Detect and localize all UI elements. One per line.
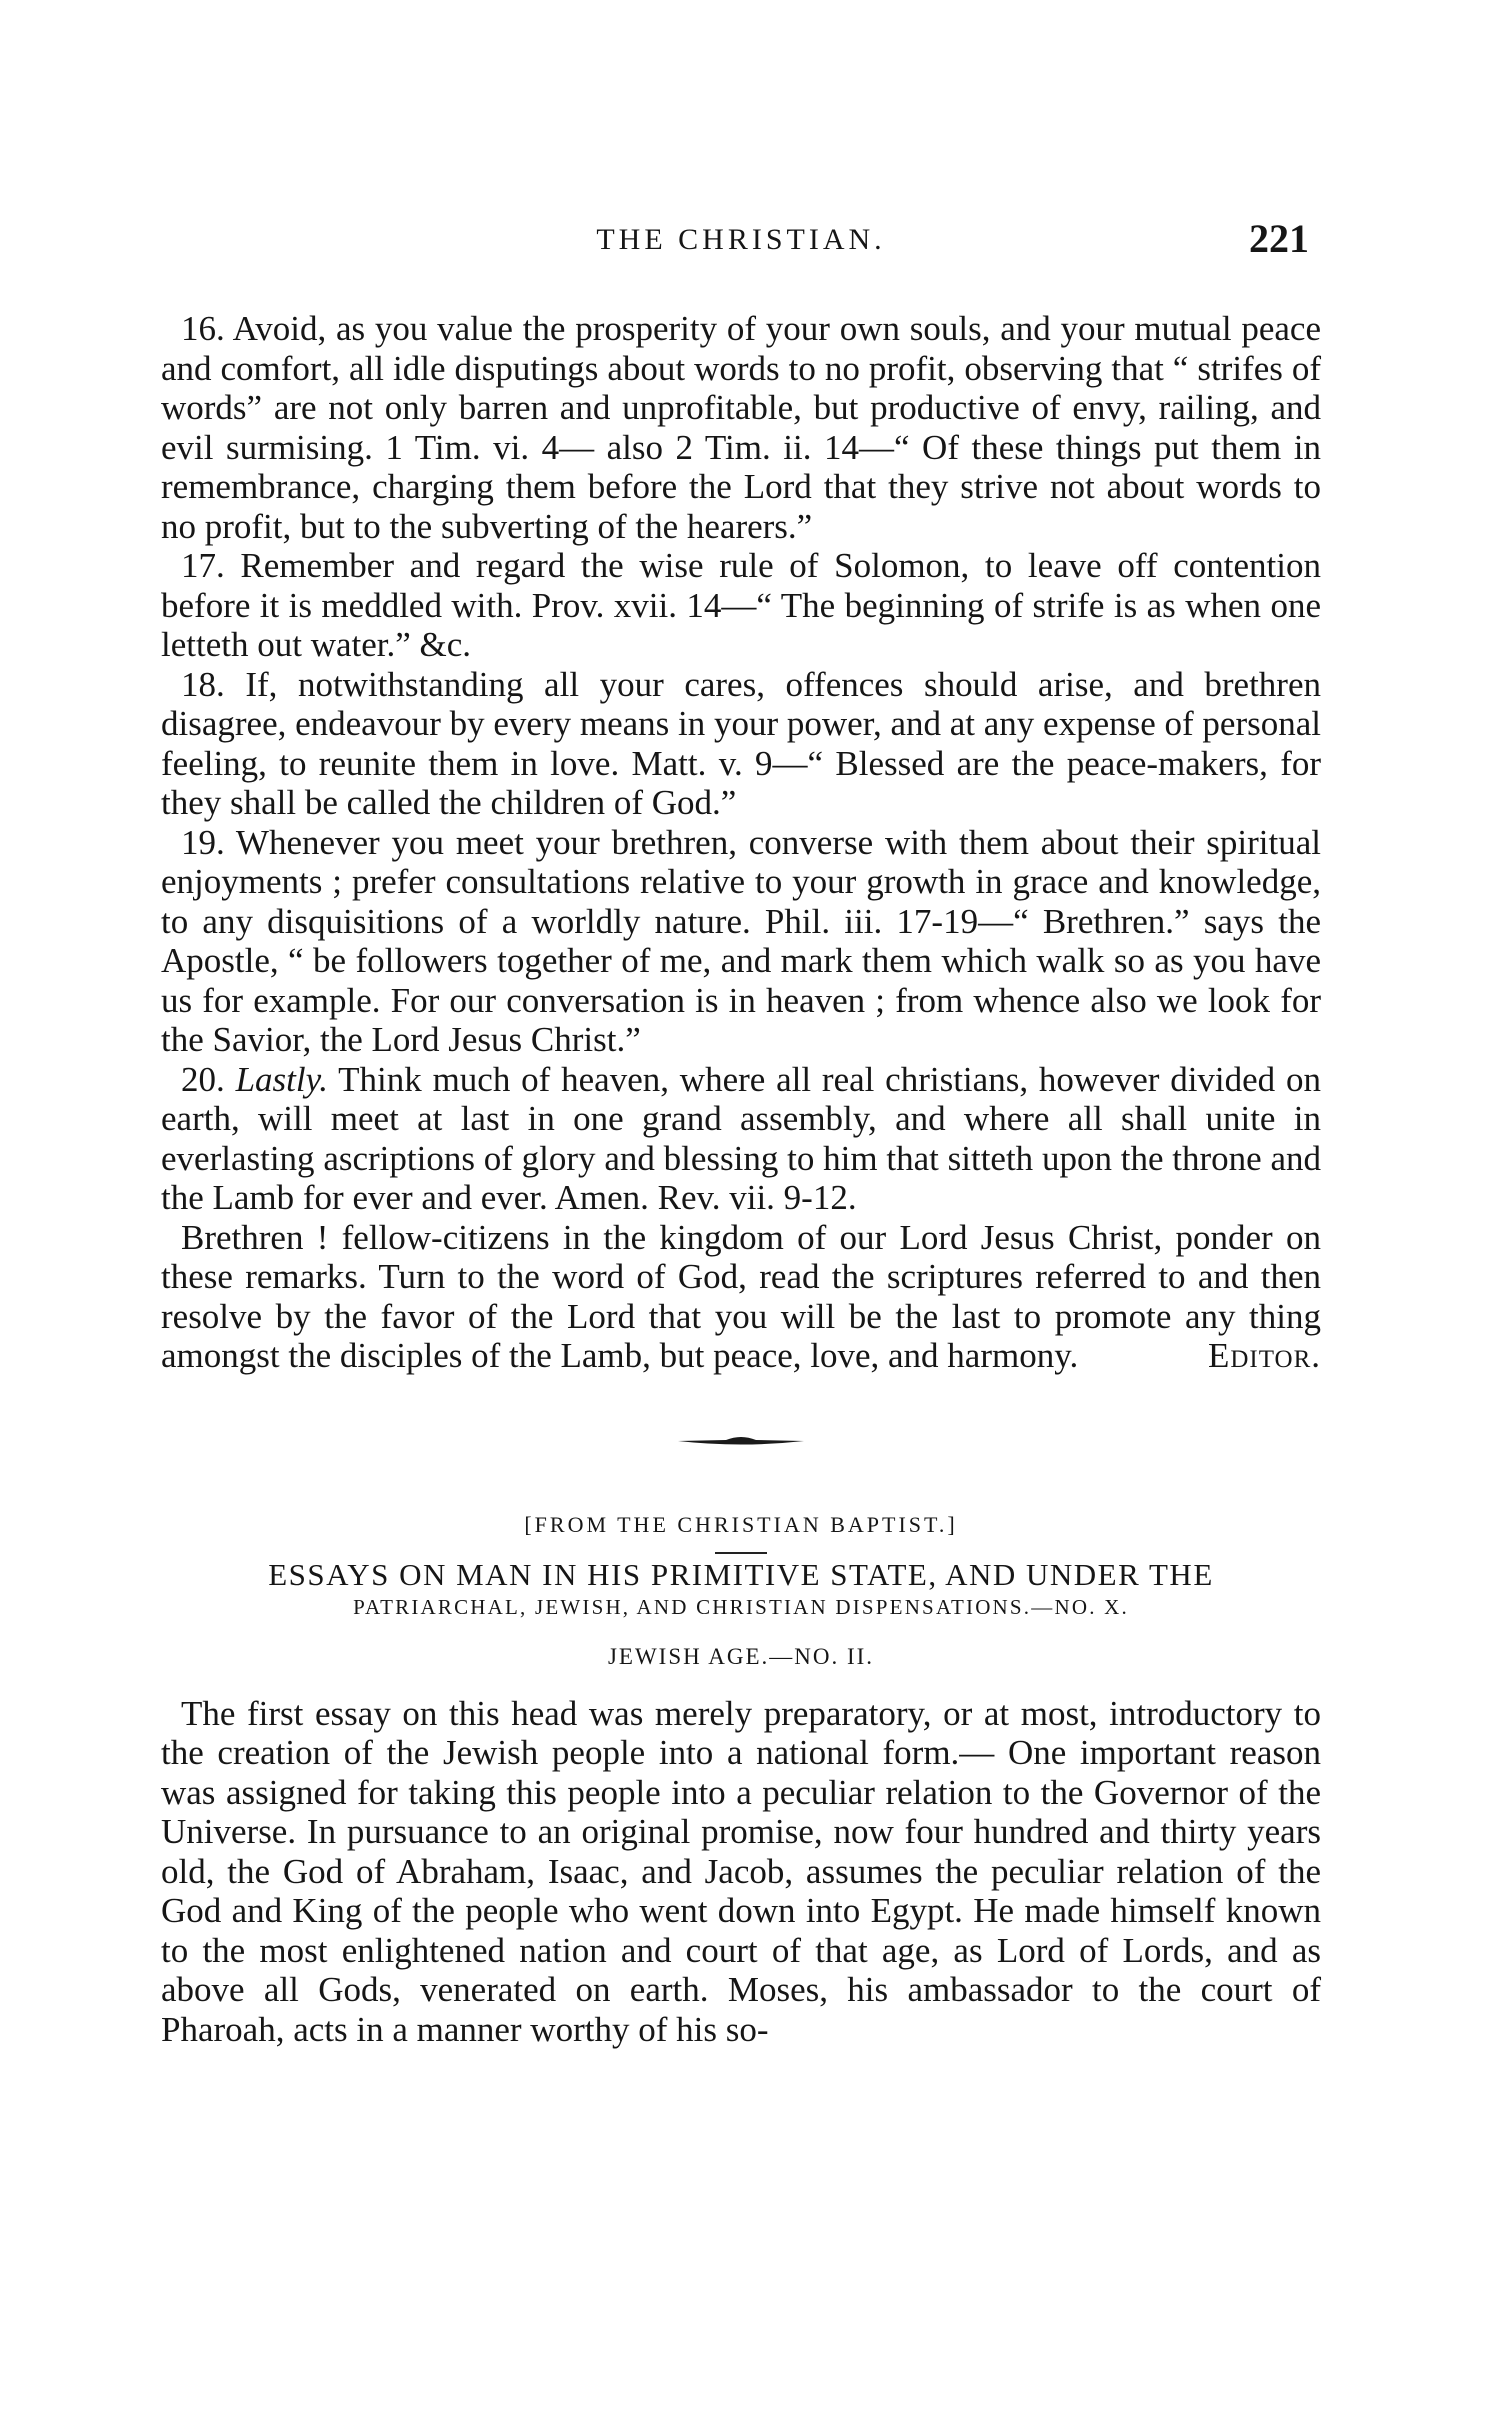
closing-text: Brethren ! fellow-citizens in the kingdom of our Lord Jesus Christ, ponder on these remarks. Turn to the word of God, read the scriptures referred to and then resolve by the favor of the Lord that you will be the last to promote any thing amongst the disciples of the Lamb, but peace, love, and harmony. (161, 1217, 1321, 1375)
paragraph-20-number: 20. (181, 1059, 225, 1099)
editor-signature: Editor. (1207, 1336, 1321, 1375)
paragraph-20 (161, 1060, 1321, 1218)
essay-body: The first essay on this head was merely preparatory, or at most, introductory to the creation of the Jewish people into a national form.— One important reason was assigned for taking this people into a peculiar relation to the Governor of the Universe. In pursuance to an original promise, now four hundred and thirty years old, the God of Abraham, Isaac, and Jacob, assumes the peculiar relation of the God and King of the people who went down into Egypt. He made himself known to the most enlightened nation and court of that age, as Lord of Lords, and as above all Gods, venerated on earth. Moses, his ambassador to the court of Pharoah, acts in a manner worthy of his so- (161, 1693, 1321, 2049)
essay-subtitle: PATRIARCHAL, JEWISH, AND CHRISTIAN DISPENSATIONS.—NO. X. (353, 1594, 1129, 1619)
running-head (161, 215, 1321, 265)
document-page (161, 215, 1321, 2049)
source-rule (715, 1552, 767, 1554)
closing-paragraph (161, 1218, 1321, 1376)
paragraph-16: 16. Avoid, as you value the prosperity of your own souls, and your mutual peace and comfort, all idle disputings about words to no profit, observing that “ strifes of words” are not only barren and unprofitable, but productive of envy, railing, and evil surmising. 1 Tim. vi. 4— also 2 Tim. ii. 14—“ Of these things put them in remembrance, charging them before the Lord that they strive not about words to no profit, but to the subverting of the hearers.” (161, 309, 1321, 546)
page-number: 221 (1249, 216, 1309, 261)
essay-source: [FROM THE CHRISTIAN BAPTIST.] (524, 1511, 958, 1537)
section-divider-ornament (676, 1432, 806, 1450)
essay-title: ESSAYS ON MAN IN HIS PRIMITIVE STATE, AND UNDER THE (268, 1556, 1214, 1592)
divider-rule-icon (676, 1432, 806, 1450)
paragraph-19: 19. Whenever you meet your brethren, converse with them about their spiritual enjoyments ; prefer consultations relative to your growth in grace and knowledge, to any disquisitions of a worldly nature. Phil. iii. 17-19—“ Brethren.” says the Apostle, “ be followers together of me, and mark them which walk so as you have us for example. For our conversation is in heaven ; from whence also we look for the Savior, the Lord Jesus Christ.” (161, 822, 1321, 1059)
paragraph-17: 17. Remember and regard the wise rule of Solomon, to leave off contention before it is meddled with. Prov. xvii. 14—“ The beginning of strife is as when one letteth out water.” &c. (161, 546, 1321, 664)
paragraph-20-lead: Lastly. (235, 1059, 328, 1099)
paragraph-18: 18. If, notwithstanding all your cares, offences should arise, and brethren disagree, endeavour by every means in your power, and at any expense of personal feeling, to reunite them in love. Matt. v. 9—“ Blessed are the peace-makers, for they shall be called the children of God.” (161, 664, 1321, 822)
running-title: THE CHRISTIAN. (596, 223, 886, 256)
paragraph-20-text: Think much of heaven, where all real christians, however divided on earth, will meet at last in one grand assembly, and where all shall unite in everlasting ascriptions of glory and blessing to him that sitteth upon the throne and the Lamb for ever and ever. Amen. Rev. vii. 9-12. (161, 1059, 1321, 1217)
essay-age-heading: JEWISH AGE.—NO. II. (607, 1643, 875, 1669)
